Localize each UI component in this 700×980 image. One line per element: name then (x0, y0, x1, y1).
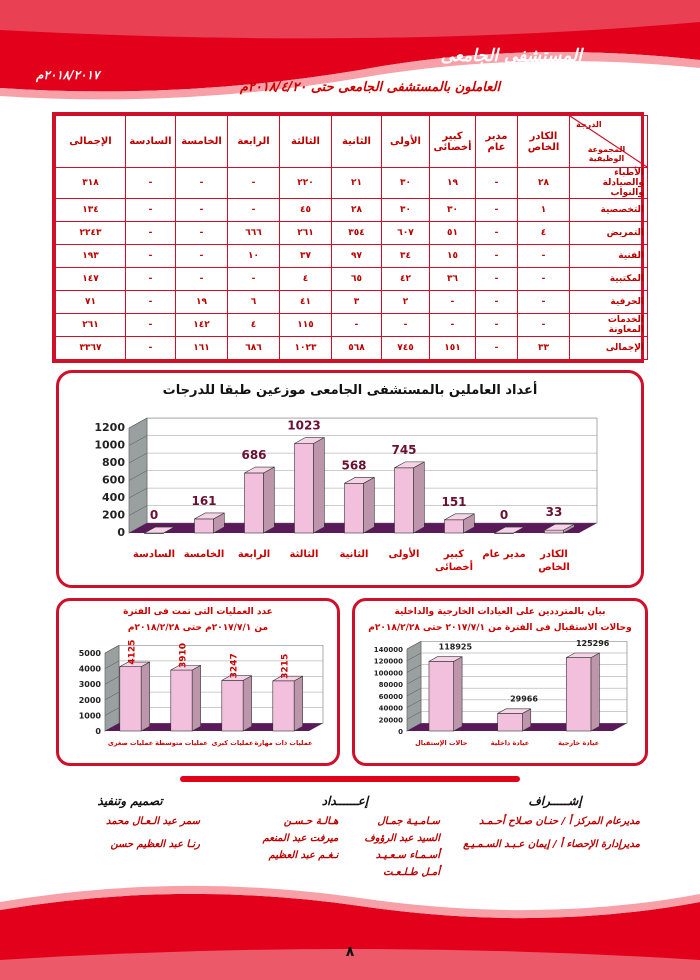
table-cell: ١١٥ (280, 314, 332, 337)
table-cell: - (228, 168, 280, 199)
table-cell: ٢٢٤٣ (56, 222, 126, 245)
x-category-label: السادسة (132, 549, 176, 560)
table-cell: ٣٦ (430, 268, 476, 291)
data-label: 0 (149, 508, 159, 523)
y-tick-label: 2000 (78, 695, 101, 705)
table-cell: ٣١٨ (56, 168, 126, 199)
table-cell: - (228, 199, 280, 222)
bar-side (294, 676, 302, 731)
credits-divider (180, 776, 520, 782)
operations-chart-panel (56, 598, 340, 766)
y-tick-label: 60000 (378, 692, 403, 701)
grades-chart (59, 403, 641, 593)
bar-front (120, 667, 141, 731)
table-cell: ٢٨ (518, 168, 570, 199)
credit-line: سمر عبد الـعـال محمد (105, 816, 200, 827)
bar-side (314, 438, 325, 533)
bar (395, 462, 425, 533)
col-header: مدير عام (476, 116, 518, 168)
table-cell: ٢١ (332, 168, 382, 199)
table-row (56, 199, 648, 222)
table-cell: - (518, 291, 570, 314)
table-cell: - (126, 268, 176, 291)
bar (429, 657, 462, 731)
table-cell: ٤٢ (382, 268, 430, 291)
table-cell: ٣٣ (518, 337, 570, 360)
x-category-label: الأولى (388, 549, 420, 560)
bar-front (498, 713, 523, 731)
table-cell: - (126, 199, 176, 222)
data-label: 118925 (438, 642, 473, 652)
bar (222, 676, 252, 731)
bar-front (245, 473, 264, 533)
credits-supervision (463, 794, 640, 856)
corner-label-grade: الدرجة (576, 120, 602, 129)
y-tick-label: 200 (102, 508, 125, 522)
preparation-heading: إعــــــداد (321, 794, 369, 808)
table-cell: ١٥ (430, 245, 476, 268)
table-cell: ٧١ (56, 291, 126, 314)
data-label: 1023 (287, 418, 321, 433)
header-years: ٢٠١٨/٢٠١٧م (36, 68, 100, 82)
table-cell: - (126, 222, 176, 245)
x-category-label: الخامسة (183, 549, 225, 560)
data-label: 33 (545, 505, 563, 520)
x-category-label: الخاص (538, 562, 570, 573)
row-category: الإجمالى (570, 337, 648, 360)
bar-side (591, 653, 599, 731)
corner-label-group: المجموعة الوظيفية (587, 145, 626, 163)
y-tick-label: 3000 (78, 680, 101, 690)
table-title: العاملون بالمستشفى الجامعى حتى ٢٠١٨/٤/٢٠م (239, 80, 501, 95)
credit-line: نـغـم عبد العظيم (268, 850, 339, 861)
table-cell: ٢٨ (332, 199, 382, 222)
design-heading: تصميم وتنفيذ (97, 794, 163, 808)
bar (171, 665, 201, 731)
data-label: 686 (241, 448, 267, 463)
table-cell: - (126, 168, 176, 199)
bar-front (429, 661, 454, 731)
data-label: 3910 (178, 642, 189, 669)
table-cell: ٩٧ (332, 245, 382, 268)
y-tick-label: 5000 (78, 649, 101, 658)
credits-section (60, 794, 640, 884)
col-header: السادسة (126, 116, 176, 168)
table-cell: - (176, 199, 228, 222)
y-tick-label: 120000 (373, 657, 403, 666)
table-cell: - (518, 268, 570, 291)
operations-chart-title: عدد العمليات التى تمت فى الفترة (123, 607, 273, 617)
clinics-chart-subtitle: وحالات الاستقبال فى الفترة من ٢٠١٧/٧/١ حتى ٢٠١٨/٢/٢٨م (368, 623, 632, 633)
bar-front (171, 670, 192, 731)
table-cell: ٤ (280, 268, 332, 291)
credit-line: مديرإدارة الإحصاء أ / إيمان عـبـد السـمـيـع (463, 839, 640, 850)
table-cell: ٣٣٦٧ (56, 337, 126, 360)
y-tick-label: 140000 (373, 646, 403, 654)
bar-side (243, 676, 251, 731)
table-cell: ٦ (228, 291, 280, 314)
table-row (56, 222, 648, 245)
table-cell: - (476, 222, 518, 245)
col-header: الثانية (332, 116, 382, 168)
table-cell: - (126, 245, 176, 268)
data-label: 745 (391, 442, 417, 457)
grades-chart-title: أعداد العاملين بالمستشفى الجامعى موزعين طبقا للدرجات (162, 383, 538, 398)
table-cell: - (176, 268, 228, 291)
table-cell: ١٠ (228, 245, 280, 268)
row-category: التخصصية (570, 199, 648, 222)
grades-chart-panel (56, 370, 644, 588)
table-cell: - (476, 337, 518, 360)
col-header: كبير أخصائى (430, 116, 476, 168)
bar-front (545, 530, 564, 533)
data-label: 161 (191, 494, 217, 509)
table-cell: - (228, 268, 280, 291)
table-cell: ٥٦٨ (332, 337, 382, 360)
bar-side (364, 477, 375, 533)
table-cell: - (476, 268, 518, 291)
table-cell: ٣٤ (382, 245, 430, 268)
bar-side (141, 662, 149, 731)
table-cell: - (382, 314, 430, 337)
y-tick-label: 0 (117, 526, 125, 539)
y-tick-label: 0 (398, 728, 403, 736)
table-cell: - (176, 245, 228, 268)
bar-side (414, 462, 425, 533)
x-category-label: الرابعة (237, 549, 271, 560)
table-cell: - (126, 337, 176, 360)
table-cell: ٢٢٠ (280, 168, 332, 199)
credit-line: السيد عبد الرؤوف (364, 833, 440, 844)
bar (295, 438, 325, 533)
x-category-label: عمليات صغرى (107, 739, 154, 747)
table-cell: - (518, 245, 570, 268)
table-cell: - (176, 222, 228, 245)
credit-line: سـامـيـة جمـال (377, 816, 440, 827)
data-label: 125296 (575, 639, 610, 648)
data-label: 3247 (229, 653, 240, 679)
y-tick-label: 400 (102, 491, 125, 504)
x-category-label: عمليات ذات مهارة (254, 739, 313, 747)
table-cell: - (430, 291, 476, 314)
table-cell: ٣ (332, 291, 382, 314)
x-category-label: الثالثة (289, 549, 319, 560)
credits-design (60, 794, 200, 856)
bar (345, 477, 375, 533)
bar-front (222, 680, 243, 731)
table-cell: ٦٦٦ (228, 222, 280, 245)
credit-line: رنـا عبد العظيم حسن (110, 839, 200, 850)
col-header: الكادر الخاص (518, 116, 570, 168)
table-header-row (56, 116, 648, 168)
table-cell: ٤ (518, 222, 570, 245)
table-cell: ٢ (382, 291, 430, 314)
bar (273, 676, 303, 731)
credit-line: أسـمـاء سـعـيـد (375, 850, 440, 861)
row-category: الحرفية (570, 291, 648, 314)
y-tick-label: 800 (102, 456, 125, 469)
table-cell: ٥١ (430, 222, 476, 245)
col-header: الأولى (382, 116, 430, 168)
y-tick-label: 20000 (378, 716, 403, 725)
y-tick-label: 1000 (94, 438, 125, 452)
table-cell: - (176, 168, 228, 199)
y-tick-label: 4000 (78, 664, 101, 674)
x-category-label: عيادة داخلية (490, 739, 530, 747)
data-label: 29966 (510, 694, 538, 704)
data-label: 568 (341, 458, 367, 473)
x-category-label: عمليات كبرى (211, 739, 254, 747)
table-row (56, 314, 648, 337)
table-corner-cell (570, 116, 648, 168)
data-label: 0 (499, 508, 509, 523)
row-category: المكتبية (570, 268, 648, 291)
bar-front (445, 520, 464, 533)
table-cell: - (332, 314, 382, 337)
bar-front (195, 519, 214, 533)
bar-side (192, 665, 200, 731)
x-category-label: الكادر (540, 549, 568, 560)
header-title: المستشفى الجامعى (440, 46, 582, 66)
table-cell: - (476, 314, 518, 337)
table-cell: ١٤٢ (176, 314, 228, 337)
row-category: الخدمات المعاونة (570, 314, 648, 337)
bar-front (295, 443, 314, 533)
bar-front (345, 483, 364, 533)
bar-front (566, 658, 591, 731)
table-cell: ٤ (228, 314, 280, 337)
bar (245, 467, 275, 533)
operations-chart-subtitle: من ٢٠١٧/٧/١م حتى ٢٠١٨/٢/٢٨م (127, 623, 269, 633)
chart-side-wall (105, 645, 119, 731)
table-cell: ٤١ (280, 291, 332, 314)
bar-front (273, 681, 294, 731)
y-tick-label: 80000 (378, 681, 403, 690)
y-tick-label: 100000 (373, 669, 403, 678)
col-header: الثالثة (280, 116, 332, 168)
table-row (56, 245, 648, 268)
data-label: 3215 (280, 653, 291, 679)
table-cell: ٦٨٦ (228, 337, 280, 360)
row-category: الفنية (570, 245, 648, 268)
operations-chart (59, 639, 337, 765)
table-row (56, 268, 648, 291)
table-cell: - (476, 199, 518, 222)
x-category-label: الثانية (339, 549, 369, 560)
x-category-label: حالات الإستقبال (415, 739, 468, 747)
table-cell: ٢٦١ (280, 222, 332, 245)
chart-side-wall (407, 641, 421, 731)
table-row (56, 168, 648, 199)
table-cell: ٦٠٧ (382, 222, 430, 245)
table-cell: - (476, 245, 518, 268)
table-cell: - (476, 291, 518, 314)
table-cell: ٧٤٥ (382, 337, 430, 360)
table-cell: ١٩٣ (56, 245, 126, 268)
data-label: 151 (441, 494, 467, 509)
page-number: ٨ (345, 944, 355, 960)
table-cell: ١٠٢٣ (280, 337, 332, 360)
x-category-label: مدير عام (482, 549, 526, 560)
credit-line: أمـل طـلـعـت (383, 867, 440, 878)
clinics-chart-panel (352, 598, 648, 766)
credit-line: ميرفت عبد المنعم (262, 833, 339, 844)
table-cell: ١٩ (430, 168, 476, 199)
credit-line: مديرعام المركز أ / حنـان صـلاح أحـمـد (478, 816, 640, 827)
table-cell: ٤٥ (280, 199, 332, 222)
table-cell: ٣٠ (382, 168, 430, 199)
col-header: الإجمالى (56, 116, 126, 168)
bar-side (264, 467, 275, 533)
y-tick-label: 1200 (94, 421, 125, 434)
footer-banner (0, 880, 700, 980)
table-row (56, 291, 648, 314)
table-cell: ١٩ (176, 291, 228, 314)
bar (498, 709, 531, 731)
table-cell: - (430, 314, 476, 337)
clinics-chart (355, 639, 645, 765)
table-cell: ١٥١ (430, 337, 476, 360)
x-category-label: أخصائى (434, 562, 474, 573)
credits-preparation (250, 794, 440, 884)
table-cell: - (126, 314, 176, 337)
table-cell: ٢٦١ (56, 314, 126, 337)
x-category-label: عمليات متوسطة (155, 739, 208, 747)
table-row (56, 337, 648, 360)
bar (566, 653, 599, 731)
table-cell: - (476, 168, 518, 199)
table-cell: ٦٥ (332, 268, 382, 291)
staff-table (52, 112, 644, 363)
table-cell: ١٣٤ (56, 199, 126, 222)
bar-front (395, 468, 414, 533)
x-category-label: عيادة خارجية (558, 739, 600, 747)
clinics-chart-title: بيان بالمترددين على العيادات الخارجية والداخلية (394, 607, 606, 617)
table-cell: ١ (518, 199, 570, 222)
data-label: 4125 (127, 639, 138, 665)
y-tick-label: 0 (95, 727, 101, 736)
table-cell: ٣٠ (382, 199, 430, 222)
table-cell: ١٤٧ (56, 268, 126, 291)
table-cell: - (518, 314, 570, 337)
y-tick-label: 600 (102, 473, 125, 487)
col-header: الرابعة (228, 116, 280, 168)
bar-side (454, 657, 462, 731)
row-category: التمريض (570, 222, 648, 245)
credit-line: هـالـة حـسـن (283, 816, 339, 827)
table-cell: ٣٠ (430, 199, 476, 222)
table-cell: ١٦١ (176, 337, 228, 360)
table-cell: - (126, 291, 176, 314)
row-category: الأطباء والصيادلة والنواب (570, 168, 648, 199)
table-cell: ٣٥٤ (332, 222, 382, 245)
x-category-label: كبير (443, 549, 465, 560)
table-cell: ٣٧ (280, 245, 332, 268)
col-header: الخامسة (176, 116, 228, 168)
y-tick-label: 40000 (378, 704, 403, 713)
y-tick-label: 1000 (78, 711, 101, 721)
bar (120, 662, 150, 731)
supervision-heading: إشـــــراف (528, 794, 582, 808)
